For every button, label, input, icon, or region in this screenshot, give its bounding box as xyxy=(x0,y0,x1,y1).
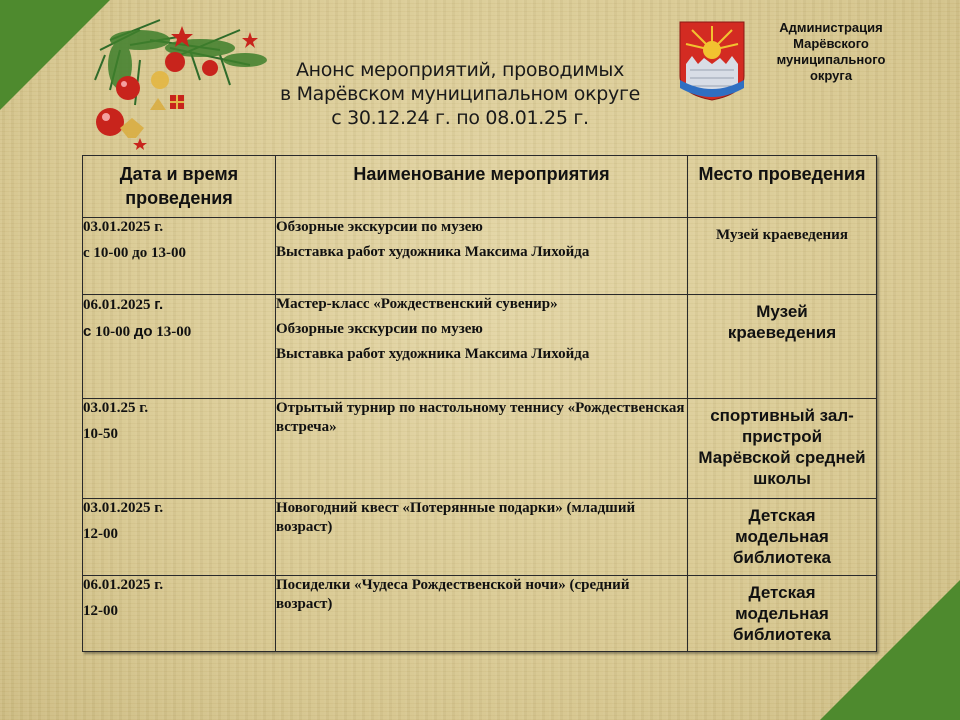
table-header-row xyxy=(83,156,877,218)
event-time-end: 13-00 xyxy=(156,324,192,340)
header-event-name: Наименование мероприятия xyxy=(276,156,688,218)
title-line-1: Анонс мероприятий, проводимых xyxy=(295,59,625,81)
event-date: 03.01.2025 г. xyxy=(83,500,164,516)
event-date xyxy=(83,295,275,315)
event-date: 03.01.25 г. xyxy=(83,400,149,416)
row-name-cell xyxy=(276,399,688,499)
event-time-mid: до xyxy=(133,323,153,340)
row-place-cell xyxy=(688,399,877,499)
event-time: 10-50 xyxy=(83,426,118,442)
title-line-2: в Марёвском муниципальном округе xyxy=(279,83,641,105)
event-date: 06.01.2025 г. xyxy=(83,577,164,593)
event-time: с 10-00 до 13-00 xyxy=(83,245,186,261)
admin-line-4: округа xyxy=(809,68,853,83)
row-date-cell xyxy=(83,295,276,399)
admin-line-3: муниципального xyxy=(776,52,886,67)
row-place-cell xyxy=(688,218,877,295)
row-name-cell xyxy=(276,576,688,652)
table-row xyxy=(83,399,877,499)
event-place: Музей краеведения xyxy=(727,302,837,342)
event-time: 12-00 xyxy=(83,603,118,619)
admin-line-2: Марёвского xyxy=(793,36,869,51)
header-date: Дата и время проведения xyxy=(83,156,276,218)
row-date-cell xyxy=(83,218,276,295)
table-row xyxy=(83,499,877,576)
row-date-cell xyxy=(83,576,276,652)
row-date-cell xyxy=(83,499,276,576)
administration-name xyxy=(752,20,910,84)
event-time-prefix: с xyxy=(83,323,92,340)
event-place: Музей краеведения xyxy=(716,227,848,243)
event-item: Выставка работ художника Максима Лихойда xyxy=(276,244,590,260)
table-row xyxy=(83,218,877,295)
title-line-3: с 30.12.24 г. по 08.01.25 г. xyxy=(331,107,589,129)
event-item: Отрытый турнир по настольному теннису «Рождественская встреча» xyxy=(276,400,685,435)
event-time-start: 10-00 xyxy=(95,324,131,340)
coat-of-arms-icon xyxy=(678,20,746,102)
event-date-number: 06.01.2025 xyxy=(83,297,151,313)
header-place: Место проведения xyxy=(688,156,877,218)
table-row xyxy=(83,295,877,399)
event-place: спортивный зал-пристрой Марёвской средней школы xyxy=(698,406,866,488)
event-place: Детская модельная библиотека xyxy=(733,506,831,567)
row-place-cell xyxy=(688,576,877,652)
event-item: Выставка работ художника Максима Лихойда xyxy=(276,346,590,362)
event-item: Посиделки «Чудеса Рождественской ночи» (средний возраст) xyxy=(276,577,630,612)
row-place-cell xyxy=(688,499,877,576)
event-item: Обзорные экскурсии по музею xyxy=(276,219,483,235)
row-name-cell xyxy=(276,295,688,399)
row-name-cell xyxy=(276,499,688,576)
row-place-cell xyxy=(688,295,877,399)
event-place: Детская модельная библиотека xyxy=(733,583,831,644)
admin-line-1: Администрация xyxy=(779,20,883,35)
event-time: 12-00 xyxy=(83,526,118,542)
events-table xyxy=(82,155,877,652)
row-date-cell xyxy=(83,399,276,499)
table-row xyxy=(83,576,877,652)
event-item: Обзорные экскурсии по музею xyxy=(276,321,483,337)
event-date: 03.01.2025 г. xyxy=(83,219,164,235)
announcement-title xyxy=(250,58,670,130)
event-item: Новогодний квест «Потерянные подарки» (младший возраст) xyxy=(276,500,636,535)
row-name-cell xyxy=(276,218,688,295)
event-date-suffix: г. xyxy=(154,296,164,313)
event-time xyxy=(83,322,275,342)
event-item: Мастер-класс «Рождественский сувенир» xyxy=(276,296,558,312)
